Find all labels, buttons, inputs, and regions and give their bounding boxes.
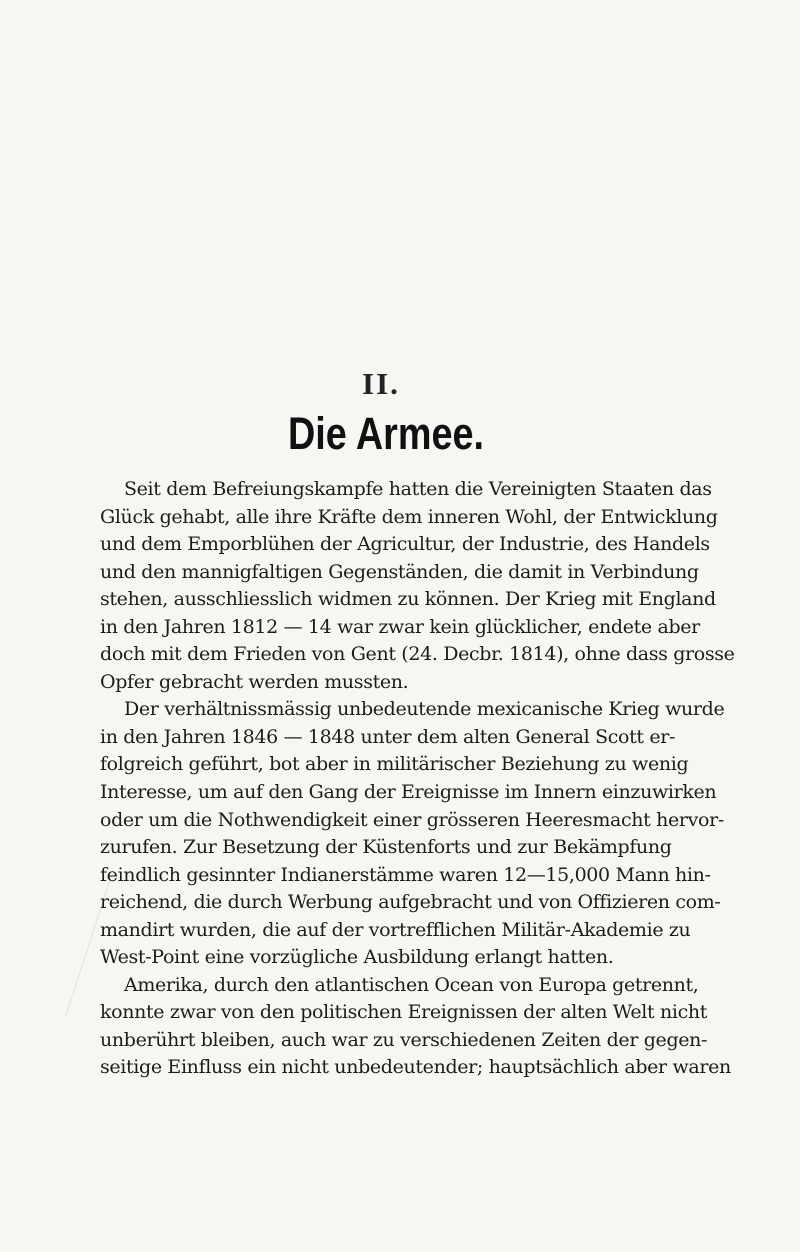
- text-line: doch mit dem Frieden von Gent (24. Decbr. 1814), ohne dass grosse: [100, 643, 735, 666]
- text-line: in den Jahren 1846 — 1848 unter dem alten General Scott er-: [100, 725, 676, 748]
- text-line: mandirt wurden, die auf der vortrefflichen Militär-Akademie zu: [100, 918, 691, 941]
- text-line: Der verhältnissmässig unbedeutende mexicanische Krieg wurde: [124, 698, 725, 721]
- chapter-title: Die Armee.: [287, 408, 485, 459]
- text-line: reichend, die durch Werbung aufgebracht und von Offizieren com-: [100, 891, 721, 914]
- chapter-body: [100, 476, 740, 1082]
- text-line: Seit dem Befreiungskampfe hatten die Vereinigten Staaten das: [124, 478, 712, 500]
- text-line: unberührt bleiben, auch war zu verschiedenen Zeiten der gegen-: [100, 1028, 708, 1051]
- chapter-number: II.: [362, 366, 400, 401]
- text-line: Opfer gebracht werden mussten.: [100, 670, 409, 693]
- text-line: seitige Einfluss ein nicht unbedeutender; hauptsächlich aber waren: [100, 1056, 731, 1079]
- text-line: stehen, ausschliesslich widmen zu können. Der Krieg mit England: [100, 588, 716, 611]
- text-line: feindlich gesinnter Indianerstämme waren 12—15,000 Mann hin-: [100, 863, 711, 886]
- text-line: folgreich geführt, bot aber in militärischer Beziehung zu wenig: [100, 753, 689, 776]
- paragraph-2: [100, 696, 740, 971]
- text-line: oder um die Nothwendigkeit einer grösseren Heeresmacht hervor-: [100, 808, 724, 831]
- text-line: zurufen. Zur Besetzung der Küstenforts und zur Bekämpfung: [100, 836, 672, 859]
- text-line: West-Point eine vorzügliche Ausbildung erlangt hatten.: [100, 946, 614, 969]
- text-line: in den Jahren 1812 — 14 war zwar kein glücklicher, endete aber: [100, 615, 700, 638]
- text-line: Interesse, um auf den Gang der Ereignisse im Innern einzuwirken: [100, 781, 717, 804]
- text-line: und den mannigfaltigen Gegenständen, die damit in Verbindung: [100, 560, 699, 583]
- text-line: Amerika, durch den atlantischen Ocean von Europa getrennt,: [124, 973, 699, 996]
- text-line: Glück gehabt, alle ihre Kräfte dem inneren Wohl, der Entwicklung: [100, 505, 718, 528]
- paragraph-3: [100, 972, 740, 1082]
- paragraph-1: [100, 476, 740, 696]
- text-line: und dem Emporblühen der Agricultur, der Industrie, des Handels: [100, 533, 710, 556]
- text-line: konnte zwar von den politischen Ereignissen der alten Welt nicht: [100, 1001, 708, 1024]
